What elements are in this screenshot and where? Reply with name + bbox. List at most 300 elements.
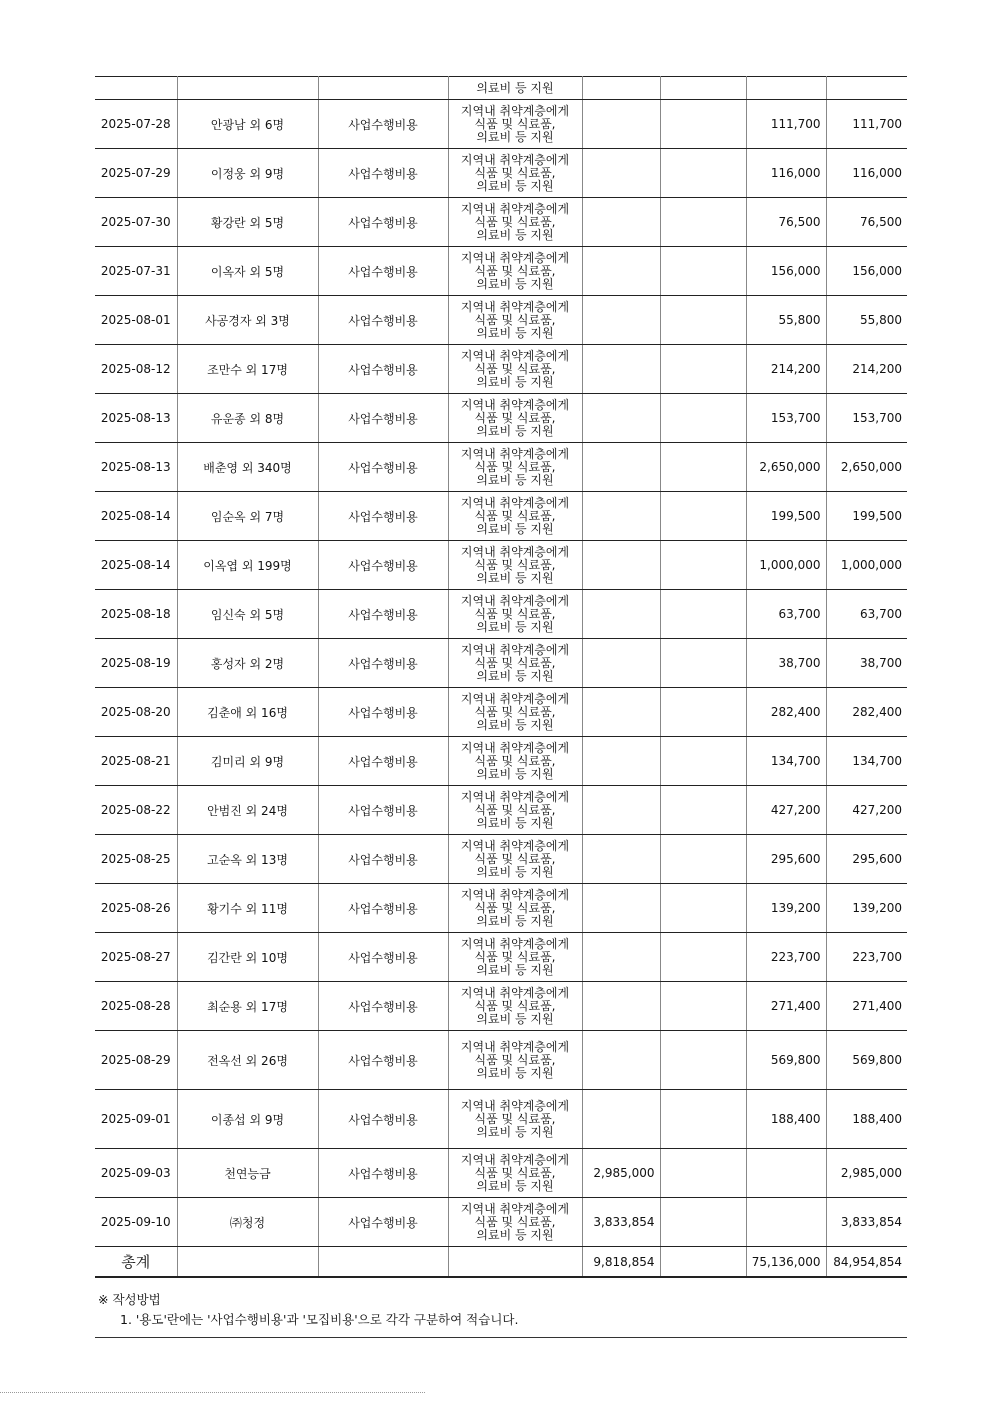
table-row	[95, 100, 907, 149]
empty-cell	[177, 1247, 318, 1278]
purpose-cell	[448, 982, 582, 1031]
purpose-line: 의료비 등 지원	[476, 815, 554, 830]
amount-cell	[660, 247, 746, 296]
purpose-line: 지역내 취약계층에게	[460, 642, 570, 657]
amount-cell	[582, 77, 660, 100]
name-cell: 임신숙 외 5명	[177, 590, 318, 639]
date-cell: 2025-07-31	[95, 247, 177, 296]
table-row	[95, 835, 907, 884]
purpose-line: 식품 및 식료품,	[474, 900, 556, 915]
date-cell: 2025-08-29	[95, 1031, 177, 1090]
amount-cell	[582, 786, 660, 835]
scan-edge-line	[0, 1392, 425, 1393]
purpose-line: 의료비 등 지원	[476, 472, 554, 487]
date-cell: 2025-08-20	[95, 688, 177, 737]
amount-cell	[660, 1247, 746, 1278]
name-cell: 사공경자 외 3명	[177, 296, 318, 345]
purpose-line: 의료비 등 지원	[476, 521, 554, 536]
purpose-line: 지역내 취약계층에게	[460, 201, 570, 216]
amount-cell	[746, 1149, 826, 1198]
purpose-line: 식품 및 식료품,	[474, 165, 556, 180]
purpose-line: 의료비 등 지원	[476, 864, 554, 879]
amount-cell: 3,833,854	[582, 1198, 660, 1247]
amount-cell	[582, 492, 660, 541]
amount-cell: 569,800	[746, 1031, 826, 1090]
name-cell: 황강란 외 5명	[177, 198, 318, 247]
purpose-line: 지역내 취약계층에게	[460, 299, 570, 314]
amount-cell	[582, 541, 660, 590]
date-cell: 2025-08-13	[95, 443, 177, 492]
date-cell: 2025-09-03	[95, 1149, 177, 1198]
total-cell: 282,400	[826, 688, 907, 737]
purpose-line: 식품 및 식료품,	[474, 655, 556, 670]
amount-cell	[660, 100, 746, 149]
use-cell: 사업수행비용	[318, 296, 448, 345]
amount-cell	[660, 492, 746, 541]
amount-cell: 199,500	[746, 492, 826, 541]
total-cell: 116,000	[826, 149, 907, 198]
purpose-line: 의료비 등 지원	[476, 80, 554, 95]
note-item: 1. '용도'란에는 '사업수행비용'과 '모집비용'으로 각각 구분하여 적습니다.	[120, 1312, 519, 1327]
purpose-line: 의료비 등 지원	[476, 129, 554, 144]
amount-cell: 282,400	[746, 688, 826, 737]
date-cell: 2025-08-01	[95, 296, 177, 345]
total-cell: 223,700	[826, 933, 907, 982]
purpose-line: 의료비 등 지원	[476, 766, 554, 781]
use-cell: 사업수행비용	[318, 982, 448, 1031]
purpose-line: 식품 및 식료품,	[474, 704, 556, 719]
name-cell: 배춘영 외 340명	[177, 443, 318, 492]
amount-cell: 9,818,854	[582, 1247, 660, 1278]
purpose-line: 지역내 취약계층에게	[460, 789, 570, 804]
table-row	[95, 933, 907, 982]
amount-cell: 188,400	[746, 1090, 826, 1149]
date-cell: 2025-08-14	[95, 541, 177, 590]
table-row	[95, 590, 907, 639]
purpose-line: 의료비 등 지원	[476, 913, 554, 928]
amount-cell: 295,600	[746, 835, 826, 884]
table-row	[95, 1149, 907, 1198]
continued-row	[95, 77, 907, 100]
amount-cell	[582, 688, 660, 737]
purpose-cell	[448, 1090, 582, 1149]
name-cell: 홍성자 외 2명	[177, 639, 318, 688]
purpose-cell	[448, 786, 582, 835]
use-cell: 사업수행비용	[318, 933, 448, 982]
amount-cell: 116,000	[746, 149, 826, 198]
purpose-line: 의료비 등 지원	[476, 1124, 554, 1139]
date-cell: 2025-08-25	[95, 835, 177, 884]
use-cell: 사업수행비용	[318, 1031, 448, 1090]
purpose-line: 지역내 취약계층에게	[460, 250, 570, 265]
amount-cell: 63,700	[746, 590, 826, 639]
date-cell: 2025-08-19	[95, 639, 177, 688]
purpose-cell	[448, 835, 582, 884]
total-cell	[826, 77, 907, 100]
amount-cell: 139,200	[746, 884, 826, 933]
purpose-line: 의료비 등 지원	[476, 178, 554, 193]
amount-cell	[582, 835, 660, 884]
purpose-cell	[448, 688, 582, 737]
total-cell: 1,000,000	[826, 541, 907, 590]
name-cell: 김춘애 외 16명	[177, 688, 318, 737]
total-cell: 38,700	[826, 639, 907, 688]
purpose-line: 지역내 취약계층에게	[460, 1039, 570, 1054]
amount-cell: 271,400	[746, 982, 826, 1031]
purpose-line: 식품 및 식료품,	[474, 998, 556, 1013]
purpose-line: 지역내 취약계층에게	[460, 887, 570, 902]
name-cell: 김간란 외 10명	[177, 933, 318, 982]
name-cell: 이정웅 외 9명	[177, 149, 318, 198]
purpose-cell	[448, 933, 582, 982]
amount-cell: 111,700	[746, 100, 826, 149]
name-cell: 천연능금	[177, 1149, 318, 1198]
purpose-line: 식품 및 식료품,	[474, 1052, 556, 1067]
amount-cell: 134,700	[746, 737, 826, 786]
use-cell: 사업수행비용	[318, 688, 448, 737]
amount-cell	[660, 1149, 746, 1198]
purpose-line: 의료비 등 지원	[476, 227, 554, 242]
date-cell	[95, 77, 177, 100]
purpose-line: 지역내 취약계층에게	[460, 740, 570, 755]
use-cell: 사업수행비용	[318, 443, 448, 492]
total-label-cell: 총계	[95, 1247, 177, 1278]
amount-cell	[582, 1090, 660, 1149]
purpose-cell	[448, 639, 582, 688]
name-cell	[177, 77, 318, 100]
amount-cell	[582, 1031, 660, 1090]
amount-cell	[660, 982, 746, 1031]
purpose-cell	[448, 100, 582, 149]
purpose-line: 의료비 등 지원	[476, 717, 554, 732]
purpose-cell	[448, 884, 582, 933]
use-cell: 사업수행비용	[318, 639, 448, 688]
amount-cell: 2,985,000	[582, 1149, 660, 1198]
purpose-line: 의료비 등 지원	[476, 570, 554, 585]
amount-cell	[582, 394, 660, 443]
date-cell: 2025-08-18	[95, 590, 177, 639]
table-row	[95, 639, 907, 688]
purpose-line: 지역내 취약계층에게	[460, 103, 570, 118]
amount-cell	[582, 884, 660, 933]
purpose-line: 의료비 등 지원	[476, 276, 554, 291]
use-cell: 사업수행비용	[318, 100, 448, 149]
date-cell: 2025-08-28	[95, 982, 177, 1031]
total-cell: 295,600	[826, 835, 907, 884]
purpose-line: 지역내 취약계층에게	[460, 1201, 570, 1216]
date-cell: 2025-09-01	[95, 1090, 177, 1149]
purpose-line: 의료비 등 지원	[476, 1011, 554, 1026]
purpose-line: 지역내 취약계층에게	[460, 495, 570, 510]
table-row	[95, 1031, 907, 1090]
grand-total-cell: 84,954,854	[826, 1247, 907, 1278]
purpose-cell	[448, 198, 582, 247]
total-row	[95, 1247, 907, 1278]
amount-cell: 2,650,000	[746, 443, 826, 492]
amount-cell	[660, 77, 746, 100]
purpose-cell	[448, 1149, 582, 1198]
empty-cell	[318, 1247, 448, 1278]
amount-cell	[660, 541, 746, 590]
amount-cell	[582, 443, 660, 492]
table-row	[95, 688, 907, 737]
amount-cell	[660, 933, 746, 982]
date-cell: 2025-08-12	[95, 345, 177, 394]
table-row	[95, 1090, 907, 1149]
purpose-line: 지역내 취약계층에게	[460, 593, 570, 608]
use-cell: 사업수행비용	[318, 149, 448, 198]
amount-cell: 76,500	[746, 198, 826, 247]
purpose-cell	[448, 590, 582, 639]
amount-cell: 223,700	[746, 933, 826, 982]
amount-cell	[582, 198, 660, 247]
purpose-line: 식품 및 식료품,	[474, 459, 556, 474]
amount-cell: 156,000	[746, 247, 826, 296]
table-row	[95, 247, 907, 296]
amount-cell	[582, 933, 660, 982]
date-cell: 2025-08-21	[95, 737, 177, 786]
purpose-line: 식품 및 식료품,	[474, 508, 556, 523]
amount-cell	[660, 443, 746, 492]
total-cell: 188,400	[826, 1090, 907, 1149]
purpose-line: 식품 및 식료품,	[474, 1165, 556, 1180]
total-cell: 76,500	[826, 198, 907, 247]
total-cell: 271,400	[826, 982, 907, 1031]
name-cell: 유운종 외 8명	[177, 394, 318, 443]
amount-cell	[660, 1031, 746, 1090]
amount-cell	[582, 639, 660, 688]
amount-cell	[582, 590, 660, 639]
purpose-cell	[448, 296, 582, 345]
name-cell: ㈜청정	[177, 1198, 318, 1247]
total-cell: 427,200	[826, 786, 907, 835]
purpose-line: 의료비 등 지원	[476, 962, 554, 977]
table-row	[95, 884, 907, 933]
purpose-cell	[448, 1198, 582, 1247]
table-row	[95, 443, 907, 492]
amount-cell	[582, 247, 660, 296]
amount-cell	[746, 77, 826, 100]
purpose-line: 식품 및 식료품,	[474, 263, 556, 278]
table-row	[95, 786, 907, 835]
purpose-line: 의료비 등 지원	[476, 325, 554, 340]
purpose-line: 의료비 등 지원	[476, 668, 554, 683]
purpose-line: 식품 및 식료품,	[474, 116, 556, 131]
use-cell: 사업수행비용	[318, 590, 448, 639]
total-cell: 2,985,000	[826, 1149, 907, 1198]
empty-cell	[448, 1247, 582, 1278]
amount-cell	[660, 198, 746, 247]
amount-cell	[660, 1090, 746, 1149]
total-cell: 214,200	[826, 345, 907, 394]
purpose-line: 의료비 등 지원	[476, 619, 554, 634]
use-cell: 사업수행비용	[318, 345, 448, 394]
total-cell: 3,833,854	[826, 1198, 907, 1247]
purpose-line: 의료비 등 지원	[476, 1227, 554, 1242]
amount-cell	[660, 590, 746, 639]
table-row	[95, 492, 907, 541]
purpose-line: 식품 및 식료품,	[474, 1214, 556, 1229]
date-cell: 2025-08-26	[95, 884, 177, 933]
purpose-line: 지역내 취약계층에게	[460, 838, 570, 853]
purpose-cell	[448, 492, 582, 541]
date-cell: 2025-08-22	[95, 786, 177, 835]
purpose-line: 지역내 취약계층에게	[460, 691, 570, 706]
name-cell: 이종섭 외 9명	[177, 1090, 318, 1149]
purpose-line: 의료비 등 지원	[476, 1065, 554, 1080]
purpose-cell	[448, 737, 582, 786]
date-cell: 2025-08-14	[95, 492, 177, 541]
amount-cell	[582, 149, 660, 198]
date-cell: 2025-07-28	[95, 100, 177, 149]
bottom-rule	[95, 1337, 907, 1338]
date-cell: 2025-09-10	[95, 1198, 177, 1247]
amount-cell	[746, 1198, 826, 1247]
total-cell: 139,200	[826, 884, 907, 933]
amount-cell	[660, 639, 746, 688]
amount-cell: 38,700	[746, 639, 826, 688]
purpose-line: 의료비 등 지원	[476, 423, 554, 438]
name-cell: 김미리 외 9명	[177, 737, 318, 786]
table-row	[95, 296, 907, 345]
purpose-cell	[448, 541, 582, 590]
purpose-line: 식품 및 식료품,	[474, 753, 556, 768]
amount-cell	[660, 394, 746, 443]
purpose-line: 지역내 취약계층에게	[460, 446, 570, 461]
use-cell: 사업수행비용	[318, 247, 448, 296]
date-cell: 2025-08-13	[95, 394, 177, 443]
amount-cell	[582, 100, 660, 149]
purpose-line: 식품 및 식료품,	[474, 557, 556, 572]
purpose-line: 식품 및 식료품,	[474, 410, 556, 425]
purpose-cell	[448, 1031, 582, 1090]
use-cell: 사업수행비용	[318, 786, 448, 835]
table-row	[95, 982, 907, 1031]
name-cell: 임순옥 외 7명	[177, 492, 318, 541]
purpose-cell	[448, 149, 582, 198]
table-row	[95, 1198, 907, 1247]
amount-cell: 153,700	[746, 394, 826, 443]
date-cell: 2025-08-27	[95, 933, 177, 982]
total-cell: 111,700	[826, 100, 907, 149]
date-cell: 2025-07-30	[95, 198, 177, 247]
name-cell: 안광남 외 6명	[177, 100, 318, 149]
name-cell: 황기수 외 11명	[177, 884, 318, 933]
purpose-cell	[448, 77, 582, 100]
table-row	[95, 394, 907, 443]
amount-cell	[660, 835, 746, 884]
total-cell: 63,700	[826, 590, 907, 639]
use-cell: 사업수행비용	[318, 1149, 448, 1198]
purpose-line: 식품 및 식료품,	[474, 214, 556, 229]
purpose-line: 식품 및 식료품,	[474, 361, 556, 376]
use-cell: 사업수행비용	[318, 541, 448, 590]
use-cell	[318, 77, 448, 100]
name-cell: 전옥선 외 26명	[177, 1031, 318, 1090]
amount-cell: 1,000,000	[746, 541, 826, 590]
name-cell: 최순용 외 17명	[177, 982, 318, 1031]
purpose-cell	[448, 443, 582, 492]
purpose-line: 지역내 취약계층에게	[460, 1152, 570, 1167]
expense-table	[95, 76, 907, 1278]
use-cell: 사업수행비용	[318, 198, 448, 247]
amount-cell	[582, 737, 660, 786]
total-cell: 134,700	[826, 737, 907, 786]
amount-cell	[660, 1198, 746, 1247]
purpose-line: 지역내 취약계층에게	[460, 348, 570, 363]
purpose-line: 지역내 취약계층에게	[460, 544, 570, 559]
purpose-cell	[448, 345, 582, 394]
purpose-line: 지역내 취약계층에게	[460, 985, 570, 1000]
amount-cell	[660, 737, 746, 786]
amount-cell	[660, 786, 746, 835]
name-cell: 고순옥 외 13명	[177, 835, 318, 884]
amount-cell: 75,136,000	[746, 1247, 826, 1278]
use-cell: 사업수행비용	[318, 1090, 448, 1149]
purpose-line: 식품 및 식료품,	[474, 851, 556, 866]
purpose-line: 식품 및 식료품,	[474, 802, 556, 817]
name-cell: 이옥자 외 5명	[177, 247, 318, 296]
table-row	[95, 737, 907, 786]
purpose-line: 지역내 취약계층에게	[460, 152, 570, 167]
name-cell: 조만수 외 17명	[177, 345, 318, 394]
amount-cell: 214,200	[746, 345, 826, 394]
total-cell: 156,000	[826, 247, 907, 296]
amount-cell	[582, 982, 660, 1031]
total-cell: 153,700	[826, 394, 907, 443]
total-cell: 569,800	[826, 1031, 907, 1090]
total-cell: 199,500	[826, 492, 907, 541]
purpose-line: 지역내 취약계층에게	[460, 397, 570, 412]
use-cell: 사업수행비용	[318, 1198, 448, 1247]
total-cell: 2,650,000	[826, 443, 907, 492]
use-cell: 사업수행비용	[318, 835, 448, 884]
notes-heading: ※ 작성방법	[98, 1292, 161, 1307]
purpose-line: 의료비 등 지원	[476, 1178, 554, 1193]
name-cell: 안범진 외 24명	[177, 786, 318, 835]
table-row	[95, 345, 907, 394]
purpose-line: 지역내 취약계층에게	[460, 1098, 570, 1113]
amount-cell	[660, 688, 746, 737]
purpose-cell	[448, 247, 582, 296]
purpose-line: 의료비 등 지원	[476, 374, 554, 389]
amount-cell	[660, 884, 746, 933]
total-cell: 55,800	[826, 296, 907, 345]
amount-cell	[582, 345, 660, 394]
use-cell: 사업수행비용	[318, 737, 448, 786]
amount-cell	[582, 296, 660, 345]
table-row	[95, 198, 907, 247]
table-row	[95, 541, 907, 590]
amount-cell	[660, 149, 746, 198]
purpose-cell	[448, 394, 582, 443]
purpose-line: 식품 및 식료품,	[474, 606, 556, 621]
purpose-line: 식품 및 식료품,	[474, 949, 556, 964]
purpose-line: 지역내 취약계층에게	[460, 936, 570, 951]
date-cell: 2025-07-29	[95, 149, 177, 198]
purpose-line: 식품 및 식료품,	[474, 1111, 556, 1126]
use-cell: 사업수행비용	[318, 884, 448, 933]
amount-cell: 55,800	[746, 296, 826, 345]
use-cell: 사업수행비용	[318, 394, 448, 443]
purpose-line: 식품 및 식료품,	[474, 312, 556, 327]
name-cell: 이옥엽 외 199명	[177, 541, 318, 590]
amount-cell: 427,200	[746, 786, 826, 835]
amount-cell	[660, 296, 746, 345]
amount-cell	[660, 345, 746, 394]
use-cell: 사업수행비용	[318, 492, 448, 541]
table-row	[95, 149, 907, 198]
